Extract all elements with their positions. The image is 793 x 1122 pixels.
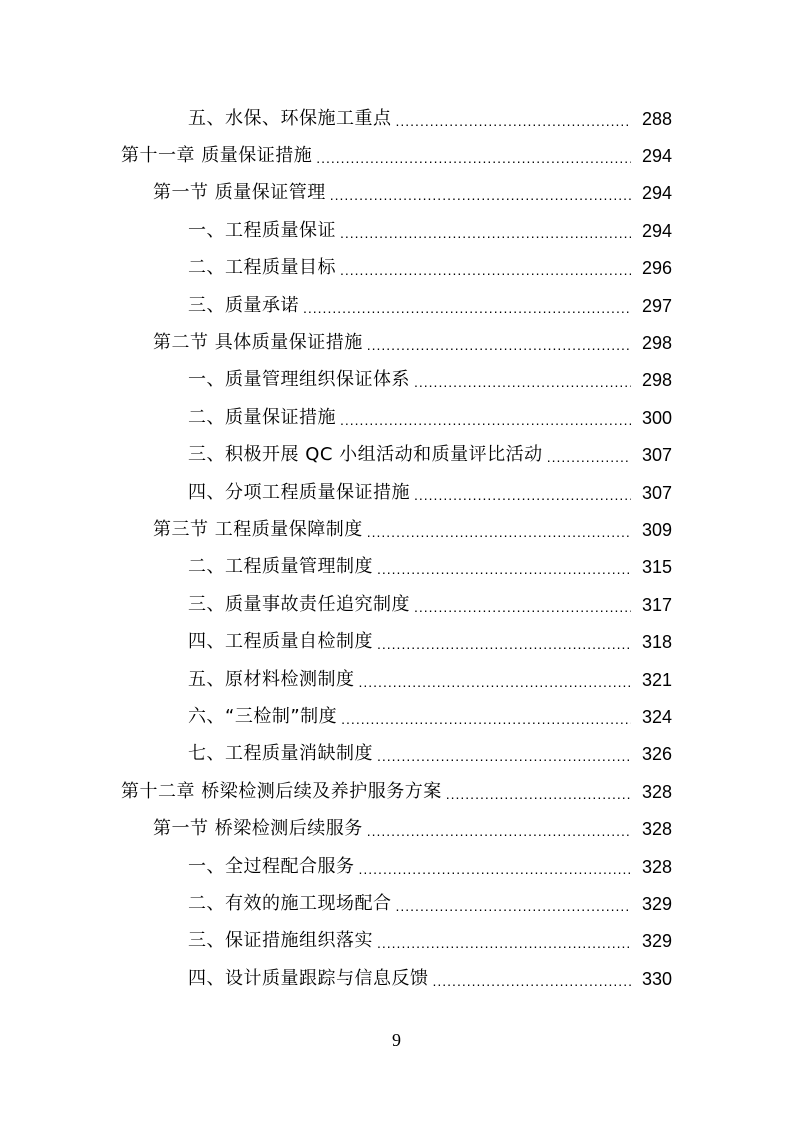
toc-entry-page: 321 [641, 669, 672, 690]
toc-dot-leader [377, 930, 631, 952]
toc-entry-title: 四、分项工程质量保证措施 [188, 481, 410, 503]
toc-entry[interactable] [0, 736, 793, 773]
toc-entry-title: 一、全过程配合服务 [188, 855, 355, 877]
toc-entry[interactable] [0, 549, 793, 586]
toc-dot-leader [414, 369, 631, 391]
toc-entry[interactable] [0, 623, 793, 660]
toc-dot-leader [367, 818, 631, 840]
toc-entry-page: 297 [641, 295, 672, 316]
toc-entry-page: 328 [641, 856, 672, 877]
toc-entry-title: 第三节 工程质量保障制度 [153, 518, 363, 540]
toc-entry-page: 329 [641, 931, 672, 952]
toc-dot-leader [377, 556, 631, 578]
toc-entry-page: 329 [641, 893, 672, 914]
toc-entry[interactable] [0, 399, 793, 436]
toc-dot-leader [359, 856, 632, 878]
toc-entry-title: 一、工程质量保证 [188, 219, 336, 241]
toc-entry-title: 一、质量管理组织保证体系 [188, 369, 410, 391]
toc-entry-title: 六、“三检制”制度 [188, 705, 338, 727]
toc-entry[interactable] [0, 810, 793, 847]
toc-entry[interactable] [0, 250, 793, 287]
toc-dot-leader [341, 706, 631, 728]
toc-entry-page: 309 [641, 519, 672, 540]
toc-entry-page: 328 [641, 819, 672, 840]
toc-entry-page: 294 [641, 146, 672, 167]
toc-entry-page: 317 [641, 594, 672, 615]
toc-dot-leader [359, 669, 632, 691]
toc-dot-leader [316, 145, 631, 167]
toc-entry-page: 328 [641, 781, 672, 802]
table-of-contents [0, 100, 793, 997]
toc-entry-title: 二、有效的施工现场配合 [188, 892, 392, 914]
toc-dot-leader [547, 444, 631, 466]
toc-entry-page: 307 [641, 482, 672, 503]
toc-dot-leader [433, 968, 632, 990]
toc-entry-title: 二、工程质量管理制度 [188, 556, 373, 578]
toc-entry-page: 315 [641, 557, 672, 578]
toc-entry[interactable] [0, 324, 793, 361]
toc-entry-page: 326 [641, 744, 672, 765]
toc-entry-title: 三、积极开展 QC 小组活动和质量评比活动 [188, 444, 543, 466]
toc-dot-leader [340, 407, 631, 429]
toc-entry[interactable] [0, 885, 793, 922]
toc-entry[interactable] [0, 848, 793, 885]
toc-entry[interactable] [0, 137, 793, 174]
toc-entry-title: 二、工程质量目标 [188, 257, 336, 279]
toc-entry-page: 296 [641, 258, 672, 279]
toc-entry[interactable] [0, 586, 793, 623]
toc-entry-page: 298 [641, 370, 672, 391]
toc-entry-title: 五、水保、环保施工重点 [188, 107, 392, 129]
toc-entry-title: 第一节 桥梁检测后续服务 [153, 818, 363, 840]
toc-entry[interactable] [0, 923, 793, 960]
toc-entry[interactable] [0, 773, 793, 810]
toc-entry[interactable] [0, 661, 793, 698]
toc-entry-title: 三、保证措施组织落实 [188, 930, 373, 952]
toc-entry-title: 第十二章 桥梁检测后续及养护服务方案 [121, 780, 442, 802]
toc-dot-leader [377, 743, 631, 765]
toc-entry-page: 330 [641, 968, 672, 989]
toc-entry[interactable] [0, 175, 793, 212]
toc-dot-leader [367, 332, 631, 354]
toc-dot-leader [396, 893, 632, 915]
toc-dot-leader [446, 781, 631, 803]
toc-entry-page: 294 [641, 183, 672, 204]
toc-entry[interactable] [0, 437, 793, 474]
toc-entry[interactable] [0, 474, 793, 511]
toc-entry-title: 四、工程质量自检制度 [188, 631, 373, 653]
toc-dot-leader [414, 594, 631, 616]
toc-entry-title: 四、设计质量跟踪与信息反馈 [188, 967, 429, 989]
toc-entry-title: 七、工程质量消缺制度 [188, 743, 373, 765]
toc-dot-leader [367, 519, 631, 541]
page-number: 9 [392, 1030, 401, 1050]
toc-dot-leader [340, 220, 631, 242]
toc-entry-title: 二、质量保证措施 [188, 406, 336, 428]
toc-dot-leader [330, 182, 631, 204]
toc-entry-title: 第二节 具体质量保证措施 [153, 332, 363, 354]
toc-dot-leader [303, 295, 631, 317]
toc-entry-page: 300 [641, 407, 672, 428]
toc-entry[interactable] [0, 960, 793, 997]
toc-entry-title: 三、质量事故责任追究制度 [188, 593, 410, 615]
toc-entry[interactable] [0, 511, 793, 548]
toc-dot-leader [340, 257, 631, 279]
toc-entry[interactable] [0, 287, 793, 324]
toc-entry-page: 318 [641, 632, 672, 653]
toc-entry-page: 298 [641, 333, 672, 354]
toc-entry-page: 324 [641, 706, 672, 727]
toc-entry[interactable] [0, 698, 793, 735]
toc-entry-title: 第十一章 质量保证措施 [121, 145, 313, 167]
toc-entry[interactable] [0, 212, 793, 249]
toc-entry-title: 第一节 质量保证管理 [153, 182, 326, 204]
toc-entry-title: 三、质量承诺 [188, 294, 299, 316]
toc-entry-page: 294 [641, 220, 672, 241]
toc-entry-page: 307 [641, 445, 672, 466]
toc-dot-leader [396, 108, 632, 130]
toc-dot-leader [414, 482, 631, 504]
toc-entry-page: 288 [641, 108, 672, 129]
toc-dot-leader [377, 631, 631, 653]
toc-entry-title: 五、原材料检测制度 [188, 668, 355, 690]
toc-entry[interactable] [0, 362, 793, 399]
toc-entry[interactable] [0, 100, 793, 137]
